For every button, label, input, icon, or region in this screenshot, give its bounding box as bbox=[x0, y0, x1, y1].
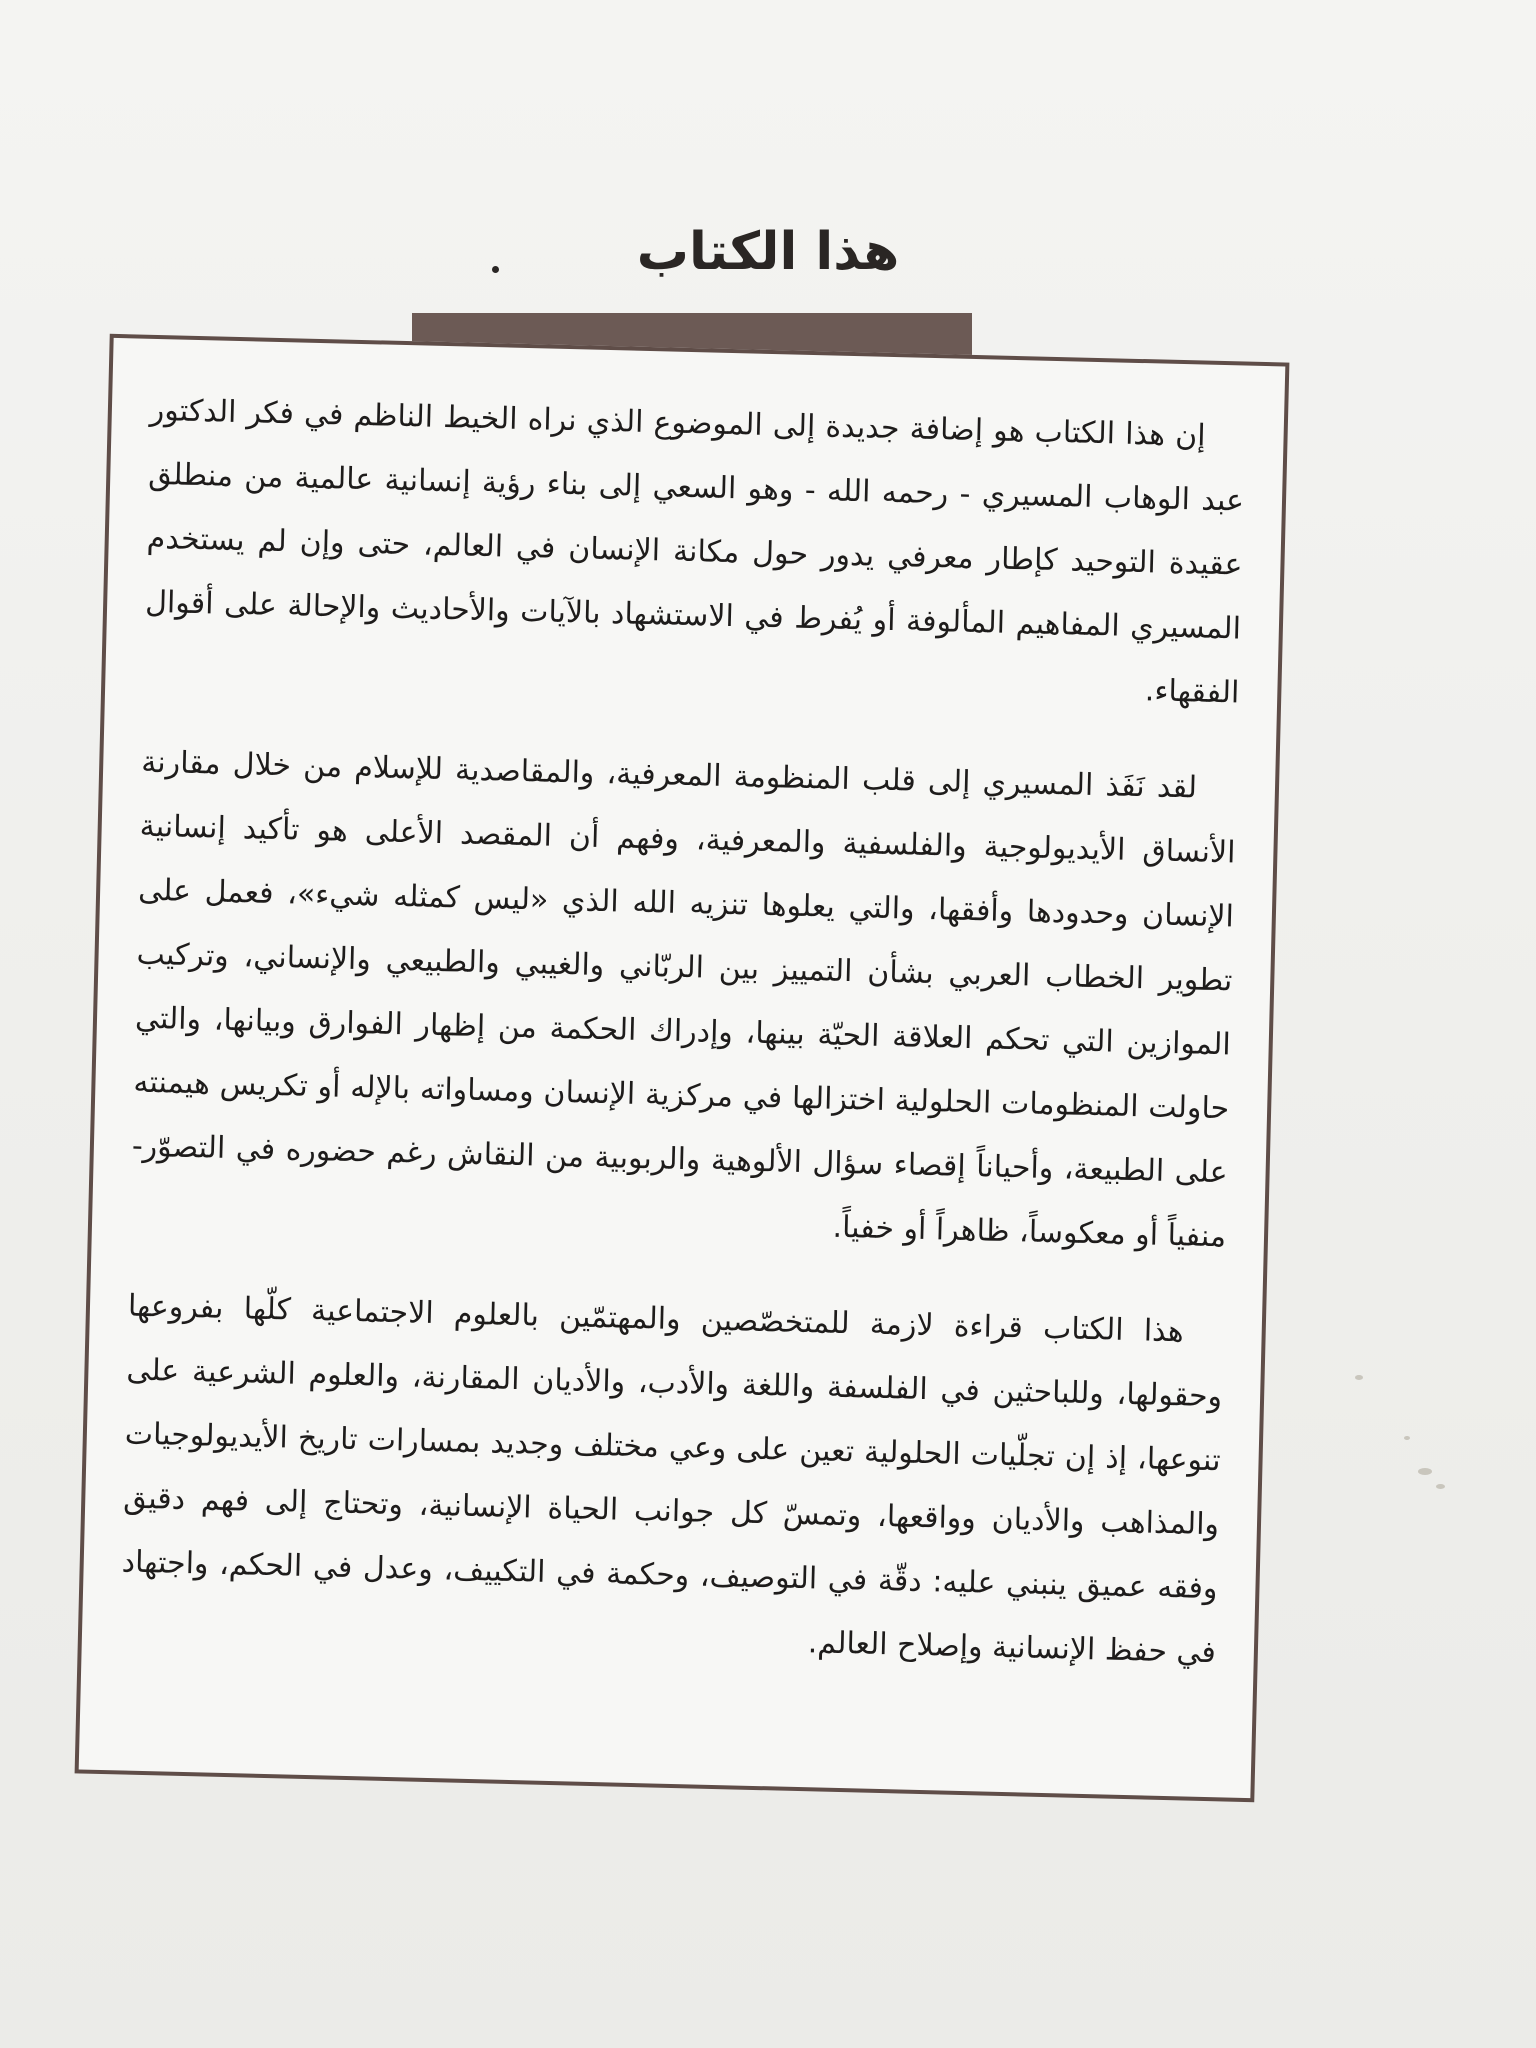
paper-speck bbox=[1418, 1468, 1432, 1475]
paper-speck bbox=[1355, 1375, 1363, 1380]
paragraph-1: إن هذا الكتاب هو إضافة جديدة إلى الموضوع الذي نراه الخيط الناظم في فكر الدكتور عبد الوهاب المسيري - رحمه الله - وهو السعي إلى بناء رؤية إنسانية عالمية من منطلق عقيدة التوحيد كإطار معرفي يدور حول مكانة الإنسان في العالم، حتى وإن لم يستخدم المسيري المفاهيم المألوفة أو يُفرط في الاستشهاد بالآيات والأحاديث والإحالة على أقوال الفقهاء. bbox=[144, 392, 1245, 711]
paper-speck bbox=[1404, 1436, 1410, 1440]
paper-speck bbox=[1436, 1484, 1445, 1489]
paragraph-2: لقد نَفَذ المسيري إلى قلب المنظومة المعرفية، والمقاصدية للإسلام من خلال مقارنة الأنساق الأيديولوجية والفلسفية والمعرفية، وفهم أن المقصد الأعلى هو تأكيد إنسانية الإنسان وحدودها وأفقها، والتي يعلوها تنزيه الله الذي «ليس كمثله شيء»، فعمل على تطوير الخطاب العربي بشأن التمييز بين الربّاني والغيبي والطبيعي والإنساني، وتركيب الموازين التي تحكم العلاقة الحيّة بينها، وإدراك الحكمة من إظهار الفوارق وبيانها، والتي حاولت المنظومات الحلولية اختزالها في مركزية الإنسان ومساواته بالإله أو تكريس هيمنته على الطبيعة، وأحياناً إقصاء سؤال الألوهية والربوبية من النقاش رغم حضوره في التصوّر- منفياً أو معكوساً، ظاهراً أو خفياً. bbox=[131, 744, 1236, 1255]
title-ornament-dot bbox=[492, 266, 499, 273]
text-frame bbox=[75, 334, 1290, 1802]
page-title: هذا الكتاب bbox=[636, 222, 900, 282]
paragraph-3: هذا الكتاب قراءة لازمة للمتخصّصين والمهتمّين بالعلوم الاجتماعية كلّها بفروعها وحقولها، وللباحثين في الفلسفة واللغة والأدب، والأديان المقارنة، والعلوم الشرعية على تنوعها، إذ إن تجلّيات الحلولية تعين على وعي مختلف وجديد بمسارات تاريخ الأيديولوجيات والمذاهب والأديان وواقعها، وتمسّ كل جوانب الحياة الإنسانية، وتحتاج إلى فهم دقيق وفقه عميق ينبني عليه: دقّة في التوصيف، وحكمة في التكييف، وعدل في الحكم، واجتهاد في حفظ الإنسانية وإصلاح العالم. bbox=[121, 1288, 1223, 1671]
text-body bbox=[118, 379, 1247, 1757]
